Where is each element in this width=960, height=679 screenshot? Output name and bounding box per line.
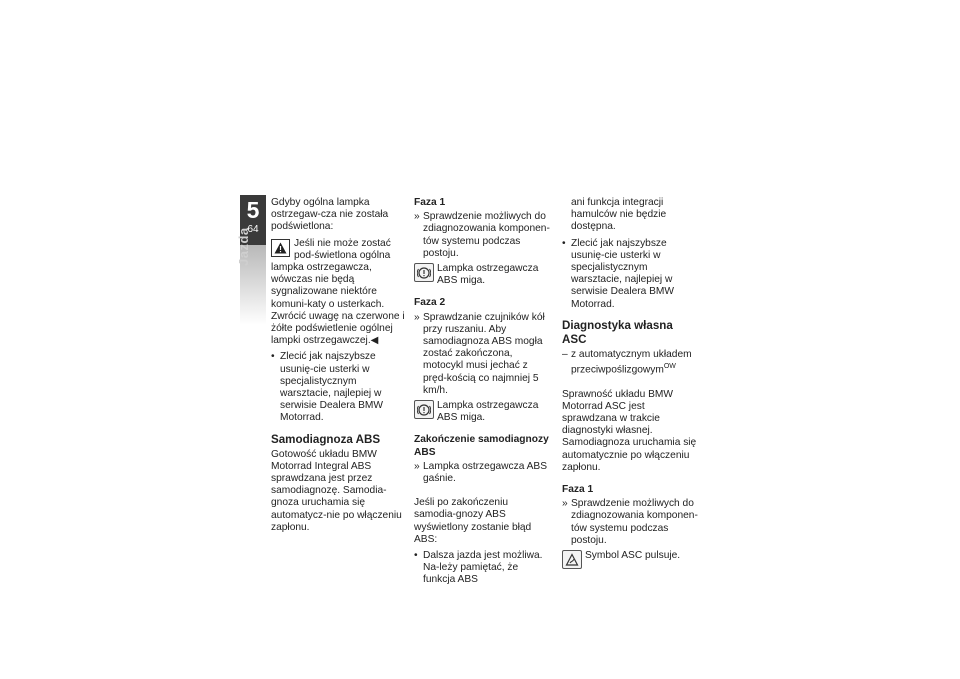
arrow-marker: » (414, 211, 420, 223)
paragraph: Sprawność układu BMW Motorrad ASC jest sprawdzana w trakcie diagnostyki własnej. Samodiagnoza uruchamia się automatycznie po włączeniu zapłonu. (562, 388, 697, 473)
section-heading: Diagnostyka własna ASC (562, 318, 673, 346)
list-item (414, 461, 550, 485)
paragraph: Jeśli po zakończeniu samodia-gnozy ABS wyświetlony zostanie błąd ABS: (414, 497, 532, 545)
list-text: z automatycznym układem przeciwpoślizgowym (571, 348, 692, 376)
note (414, 263, 550, 287)
section-heading: Samodiagnoza ABS (271, 432, 381, 446)
bullet-marker: • (414, 550, 418, 562)
column-2 (414, 197, 550, 590)
subheading: Zakończenie samodiagnozy ABS (414, 434, 549, 458)
list-item (562, 238, 698, 311)
list-item (414, 211, 550, 260)
paragraph: Gdyby ogólna lampka ostrzegaw-cza nie została podświetlona: (271, 197, 389, 233)
column-1 (271, 197, 407, 538)
bullet-marker: • (271, 351, 275, 363)
subheading: Faza 1 (414, 197, 446, 208)
arrow-marker: » (414, 460, 420, 472)
bullet-marker: • (562, 237, 566, 249)
chapter-number: 5 (246, 197, 260, 223)
arrow-marker: » (562, 498, 568, 510)
dash-marker: – (562, 348, 568, 360)
subheading: Faza 2 (414, 297, 446, 309)
list-text: Sprawdzenie możliwych do zdiagnozowania komponen-tów systemu podczas postoju. (423, 211, 550, 259)
list-item (414, 312, 550, 397)
paragraph: Zwrócić uwagę na czerwone i żółte podświetlenie ogólnej lampki ostrzegawczej.◀ (271, 310, 405, 347)
list-item (414, 550, 550, 587)
note-text: Symbol ASC pulsuje. (585, 550, 681, 562)
abs-warning-lamp-icon (414, 263, 434, 282)
abs-warning-lamp-icon (414, 400, 434, 419)
column-3 (562, 197, 698, 572)
warning-text: Jeśli nie może zostać pod-świetlona ogólna lampka ostrzegawcza, wówczas nie będą sygnalizowane niektóre komuni-katy o usterkach. (271, 237, 391, 310)
warning-block (271, 238, 407, 311)
arrow-marker: » (414, 311, 420, 323)
asc-symbol-icon (562, 550, 582, 569)
side-title: Jazda (236, 227, 251, 266)
paragraph: ani funkcja integracji hamulców nie będzie dostępna. (571, 197, 667, 233)
option-code: OW (663, 363, 676, 371)
note-text: Lampka ostrzegawcza ABS miga. (437, 400, 539, 424)
note (562, 550, 698, 569)
paragraph: Gotowość układu BMW Motorrad Integral ABS sprawdzana jest przez samodiagnozę. Samodia-gnoza uruchamia się automatycz-nie po włączeniu zapłonu. (271, 448, 402, 533)
subheading: Faza 1 (562, 484, 594, 496)
list-item (562, 498, 698, 547)
list-text: Zlecić jak najszybsze usunię-cie usterki w specjalistycznym warsztacie, najlepiej w serwisie Dealera BMW Motorrad. (280, 351, 384, 424)
list-text: Dalsza jazda jest możliwa. Na-leży pamiętać, że funkcja ABS (423, 550, 543, 586)
list-item (562, 349, 698, 377)
page-number: 64 (247, 224, 259, 235)
note (414, 400, 550, 424)
list-text: Lampka ostrzegawcza ABS gaśnie. (423, 460, 548, 485)
warning-triangle-icon (271, 239, 290, 257)
list-text: Sprawdzenie możliwych do zdiagnozowania komponen-tów systemu podczas postoju. (571, 498, 698, 546)
list-text: Zlecić jak najszybsze usunię-cie usterki w specjalistycznym warsztacie, najlepiej w serwisie Dealera BMW Motorrad. (571, 237, 675, 310)
note-text: Lampka ostrzegawcza ABS miga. (437, 263, 539, 287)
list-text: Sprawdzanie czujników kół przy ruszaniu. Aby samodiagnoza ABS mogła zostać zakończona, motocykl musi jechać z pręd-kością co najmniej 5 km/h. (423, 311, 545, 396)
list-item (271, 351, 407, 424)
